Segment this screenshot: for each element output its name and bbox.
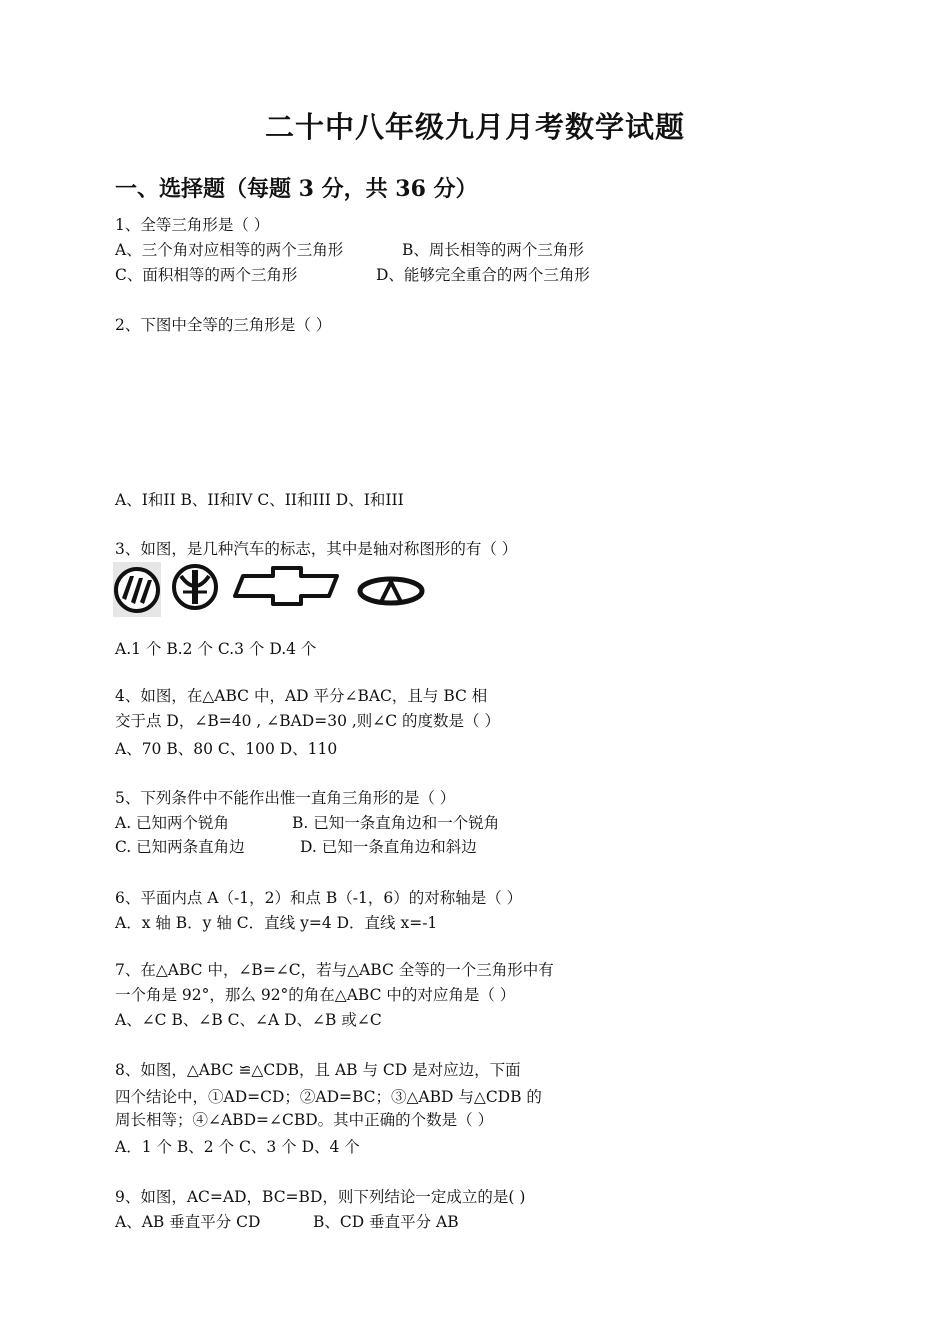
- question-2-options: A、I和II B、II和IV C、II和III D、I和III: [115, 491, 404, 509]
- car-logos-figure: [113, 562, 433, 617]
- question-8-options: A．1 个 B、2 个 C、3 个 D、4 个: [115, 1138, 360, 1156]
- question-1-option-c: C、面积相等的两个三角形: [115, 266, 298, 284]
- question-5-option-b: B. 已知一条直角边和一个锐角: [292, 814, 500, 832]
- page-title: 二十中八年级九月月考数学试题: [264, 110, 685, 144]
- question-7-options: A、∠C B、∠B C、∠A D、∠B 或∠C: [115, 1011, 382, 1029]
- question-8-line-1: 8、如图，△ABC ≌△CDB，且 AB 与 CD 是对应边，下面: [115, 1061, 521, 1079]
- question-2-stem: 2、下图中全等的三角形是（ ）: [115, 316, 332, 334]
- question-1-option-d: D、能够完全重合的两个三角形: [376, 266, 590, 284]
- question-7-line-2: 一个角是 92°，那么 92°的角在△ABC 中的对应角是（ ）: [115, 986, 516, 1004]
- question-1-stem: 1、全等三角形是（ ）: [115, 216, 270, 234]
- chevrolet-logo-icon: [233, 562, 341, 610]
- question-5-option-c: C. 已知两条直角边: [115, 838, 245, 856]
- question-3-options: A.1 个 B.2 个 C.3 个 D.4 个: [115, 640, 317, 658]
- question-9-stem: 9、如图，AC=AD，BC=BD，则下列结论一定成立的是( ): [115, 1188, 526, 1206]
- question-7-line-1: 7、在△ABC 中，∠B=∠C，若与△ABC 全等的一个三角形中有: [115, 961, 554, 979]
- infiniti-logo-icon: [355, 572, 427, 610]
- question-9-option-a: A、AB 垂直平分 CD: [115, 1213, 261, 1231]
- section-heading-choice: 一、选择题（每题 3 分，共 36 分）: [115, 176, 478, 202]
- question-6-stem: 6、平面内点 A（-1，2）和点 B（-1，6）的对称轴是（ ）: [115, 889, 523, 907]
- wuling-logo-icon: [170, 562, 220, 612]
- question-8-line-3: 周长相等；④∠ABD=∠CBD。其中正确的个数是（ ）: [115, 1111, 494, 1129]
- question-5-stem: 5、下列条件中不能作出惟一直角三角形的是（ ）: [115, 789, 456, 807]
- question-1-option-b: B、周长相等的两个三角形: [402, 241, 584, 259]
- question-5-option-d: D. 已知一条直角边和斜边: [300, 838, 477, 856]
- question-3-stem: 3、如图，是几种汽车的标志，其中是轴对称图形的有（ ）: [115, 540, 518, 558]
- buick-logo-icon: [113, 562, 161, 617]
- question-9-option-b: B、CD 垂直平分 AB: [313, 1213, 459, 1231]
- question-8-line-2: 四个结论中，①AD=CD；②AD=BC；③△ABD 与△CDB 的: [115, 1088, 542, 1106]
- question-1-option-a: A、三个角对应相等的两个三角形: [115, 241, 344, 259]
- question-5-option-a: A. 已知两个锐角: [115, 814, 230, 832]
- question-4-line-2: 交于点 D，∠B=40 , ∠BAD=30 ,则∠C 的度数是（ ）: [115, 712, 500, 730]
- question-4-options: A、70 B、80 C、100 D、110: [115, 740, 338, 758]
- question-6-options: A．x 轴 B．y 轴 C．直线 y=4 D．直线 x=-1: [115, 914, 438, 932]
- question-4-line-1: 4、如图，在△ABC 中，AD 平分∠BAC，且与 BC 相: [115, 687, 488, 705]
